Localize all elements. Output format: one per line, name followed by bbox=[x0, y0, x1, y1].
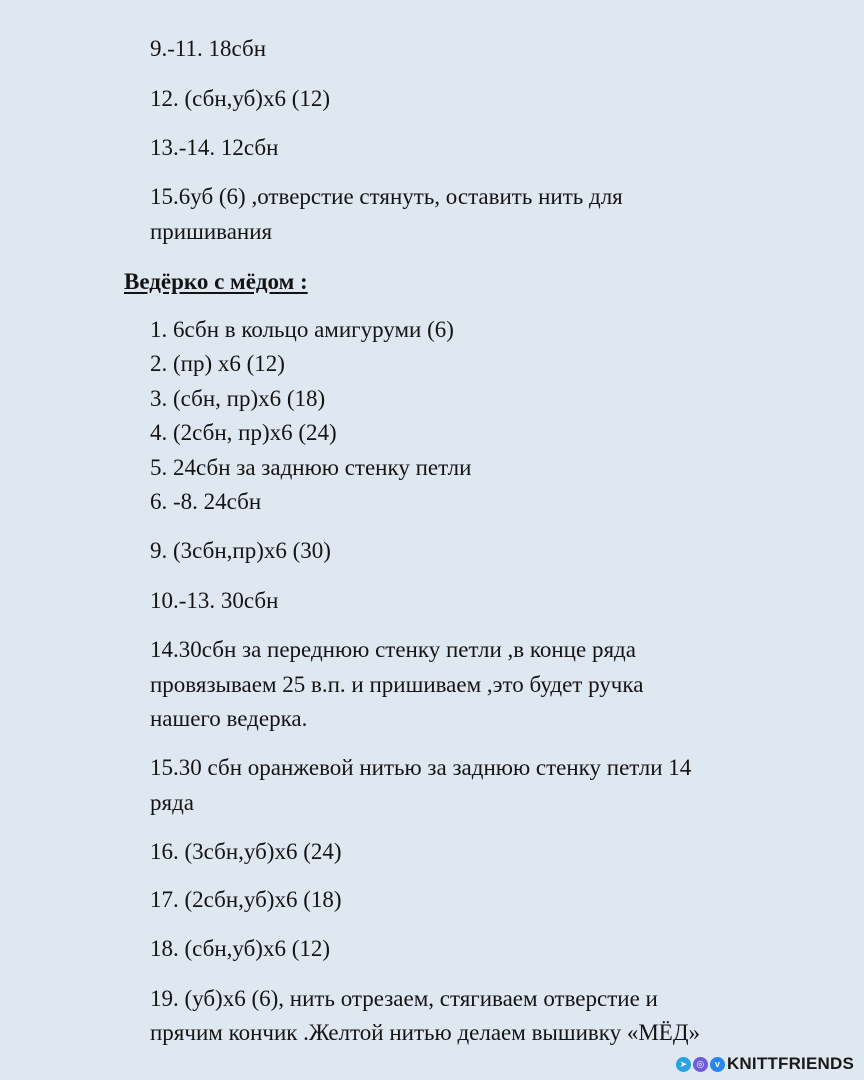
pattern-row: 12. (сбн,уб)х6 (12) bbox=[150, 86, 331, 111]
pattern-row: 2. (пр) х6 (12) bbox=[150, 351, 285, 376]
pattern-row: 13.-14. 12сбн bbox=[150, 135, 279, 160]
pattern-row: 15.6уб (6) ,отверстие стянуть, оставить нить для bbox=[150, 184, 623, 209]
pattern-row: 16. (3сбн,уб)х6 (24) bbox=[150, 839, 342, 864]
pattern-row: 17. (2сбн,уб)х6 (18) bbox=[150, 887, 342, 912]
watermark bbox=[676, 1054, 854, 1074]
pattern-row: 6. -8. 24сбн bbox=[150, 489, 262, 514]
section-heading: Ведёрко с мёдом : bbox=[124, 269, 308, 294]
pattern-row: ряда bbox=[150, 790, 194, 815]
max-icon: ◎ bbox=[693, 1057, 708, 1072]
pattern-row: 9. (3сбн,пр)х6 (30) bbox=[150, 538, 331, 563]
pattern-row: 14.30сбн за переднюю стенку петли ,в конце ряда bbox=[150, 637, 636, 662]
pattern-row: 5. 24сбн за заднюю стенку петли bbox=[150, 455, 472, 480]
pattern-row: провязываем 25 в.п. и пришиваем ,это будет ручка bbox=[150, 672, 644, 697]
telegram-icon: ➤ bbox=[676, 1057, 691, 1072]
pattern-row: 10.-13. 30сбн bbox=[150, 588, 279, 613]
pattern-row: нашего ведерка. bbox=[150, 706, 308, 731]
pattern-row: 1. 6сбн в кольцо амигуруми (6) bbox=[150, 317, 454, 342]
vk-icon: v bbox=[710, 1057, 725, 1072]
pattern-row: 4. (2сбн, пр)х6 (24) bbox=[150, 420, 337, 445]
pattern-row: 9.-11. 18сбн bbox=[150, 36, 267, 61]
watermark-text: KNITTFRIENDS bbox=[726, 1054, 854, 1073]
pattern-row: 18. (сбн,уб)х6 (12) bbox=[150, 936, 331, 961]
pattern-row: прячим кончик .Желтой нитью делаем вышивку «МЁД» bbox=[150, 1020, 701, 1045]
pattern-row: 3. (сбн, пр)х6 (18) bbox=[150, 386, 326, 411]
pattern-row: 15.30 сбн оранжевой нитью за заднюю стенку петли 14 bbox=[150, 755, 692, 780]
pattern-row: пришивания bbox=[150, 219, 273, 244]
pattern-row: 19. (уб)х6 (6), нить отрезаем, стягиваем отверстие и bbox=[150, 986, 658, 1011]
